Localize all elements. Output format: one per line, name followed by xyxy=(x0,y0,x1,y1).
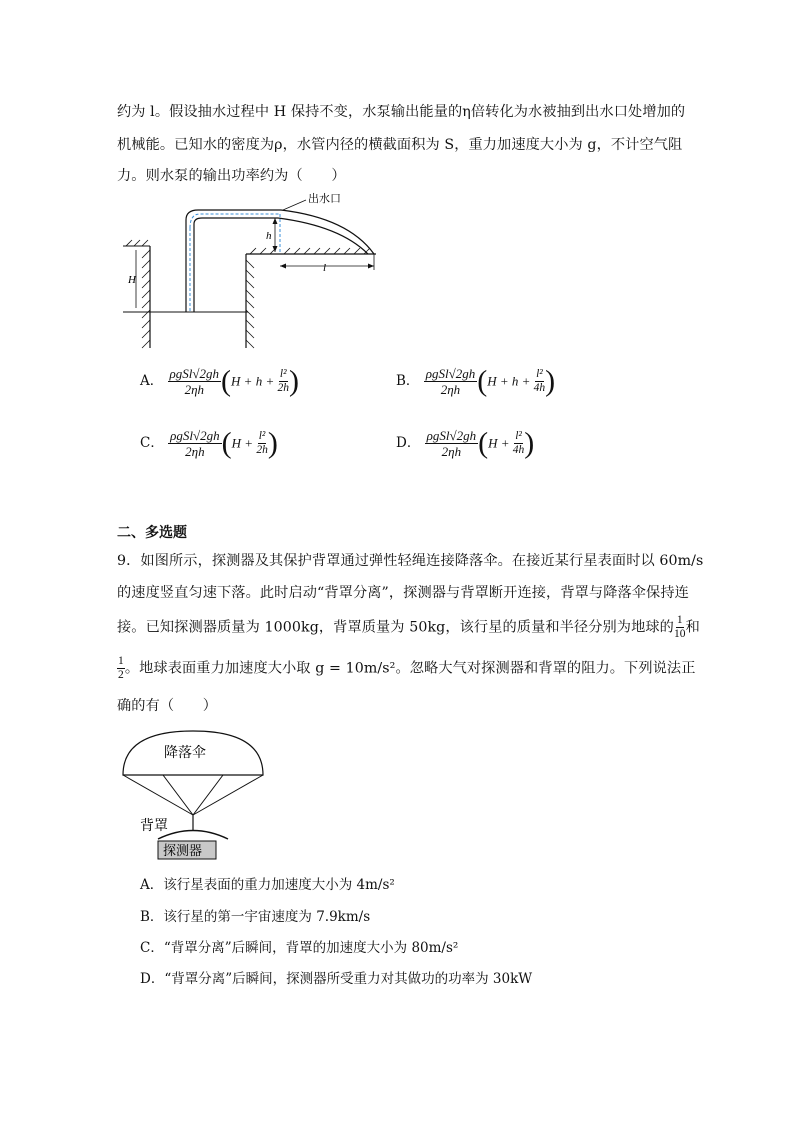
h-label: h xyxy=(266,230,272,242)
backshell-label: 背罩 xyxy=(140,818,168,834)
q9-option-d[interactable] xyxy=(140,967,532,987)
q8-text-line-1: 约为 l。假设抽水过程中 H 保持不变，水泵输出能量的η倍转化为水被抽到出水口处增加的 xyxy=(117,104,686,120)
outlet-label: 出水口 xyxy=(308,192,341,205)
option-letter: B． xyxy=(396,373,420,389)
option-text: “背罩分离”后瞬间，背罩的加速度大小为 80m/s² xyxy=(163,940,459,956)
q9-option-b[interactable] xyxy=(140,905,370,925)
q9-text-line-1: 9．如图所示，探测器及其保护背罩通过弹性轻绳连接降落伞。在接近某行星表面时以 60m/s xyxy=(117,553,704,569)
H-label: H xyxy=(128,274,136,286)
option-text: 该行星的第一宇宙速度为 7.9km/s xyxy=(163,909,371,925)
option-letter: D． xyxy=(140,971,165,987)
q9-text-line-3: 接。已知探测器质量为 1000kg，背罩质量为 50kg，该行星的质量和半径分别为地球的 $\frac{1}{10}$ 和 xyxy=(117,614,700,640)
q9-text-line-5: 确的有（ ） xyxy=(117,698,218,714)
parachute-label: 降落伞 xyxy=(164,745,206,761)
option-text: 该行星表面的重力加速度大小为 4m/s² xyxy=(163,877,395,893)
option-letter: A． xyxy=(140,373,164,389)
q8-option-d[interactable]: D． $\frac{\text{ρgSl√2gh}}{2\eta h}$ (H + $\frac{\text{l²}}{4h}$ ) xyxy=(396,426,535,460)
q9-option-a[interactable] xyxy=(140,873,395,893)
q8-text-line-3: 力。则水泵的输出功率约为（ ） xyxy=(117,168,346,184)
section-title: 二、多选题 xyxy=(117,525,187,541)
formula-fraction: $\frac{\text{ρgSl√2gh}}{2\eta h}$ xyxy=(425,366,476,397)
formula-fraction: $\frac{\text{ρgSl√2gh}}{2\eta h}$ xyxy=(169,366,220,397)
q9-text-line-4: $\frac{1}{2}$ 。地球表面重力加速度大小取 g = 10m/s²。忽略大气对探测器和背罩的阻力。下列说法正 xyxy=(118,655,696,681)
q9-option-c[interactable] xyxy=(140,936,458,956)
option-text: “背罩分离”后瞬间，探测器所受重力对其做功的功率为 30kW xyxy=(164,971,533,987)
l-label: l xyxy=(323,262,327,274)
pump-diagram xyxy=(118,188,388,353)
option-letter: A． xyxy=(140,877,164,893)
q8-option-b[interactable]: B． $\frac{\text{ρgSl√2gh}}{2\eta h}$ (H + h + $\frac{\text{l²}}{4h}$ ) xyxy=(396,364,556,398)
option-letter: C． xyxy=(140,940,164,956)
q9-text-line-2: 的速度竖直匀速下落。此时启动“背罩分离”，探测器与背罩断开连接，背罩与降落伞保持连 xyxy=(117,585,689,601)
parachute-diagram xyxy=(118,727,268,867)
formula-fraction: $\frac{\text{ρgSl√2gh}}{2\eta h}$ xyxy=(170,428,220,459)
q8-option-a[interactable]: A． $\frac{\text{ρgSl√2gh}}{2\eta h}$ (H + h + $\frac{\text{l²}}{2h}$ ) xyxy=(140,364,299,398)
option-letter: C． xyxy=(140,435,164,451)
q8-option-c[interactable]: C． $\frac{\text{ρgSl√2gh}}{2\eta h}$ (H + $\frac{\text{l²}}{2h}$ ) xyxy=(140,426,278,460)
probe-label: 探测器 xyxy=(163,844,203,859)
option-letter: B． xyxy=(140,909,164,925)
q8-text-line-2: 机械能。已知水的密度为ρ，水管内径的横截面积为 S，重力加速度大小为 g，不计空气阻 xyxy=(117,137,683,153)
option-letter: D． xyxy=(396,435,421,451)
formula-fraction: $\frac{\text{ρgSl√2gh}}{2\eta h}$ xyxy=(426,428,477,459)
